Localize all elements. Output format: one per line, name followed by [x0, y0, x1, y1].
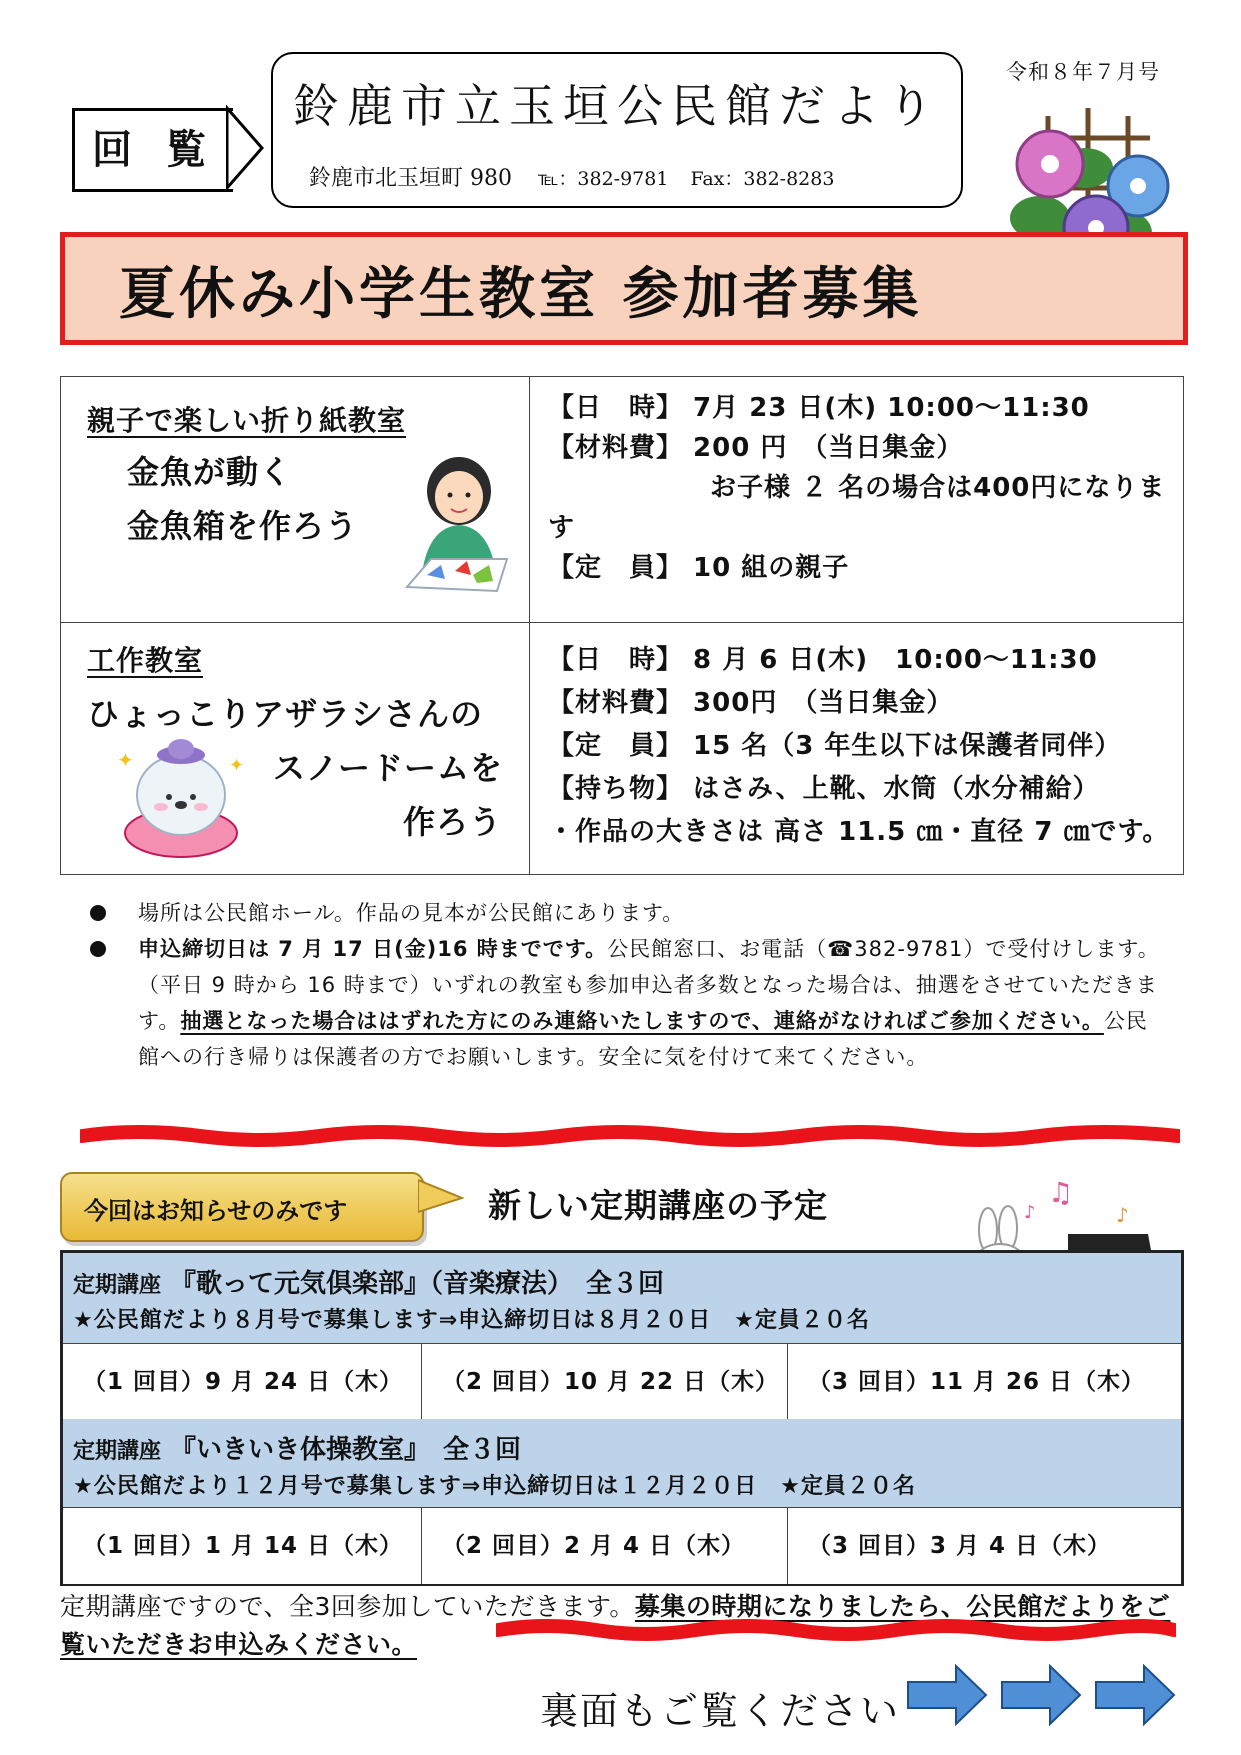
telephone: ℡：382-9781 [538, 168, 669, 190]
origami-girl-illustration [401, 447, 513, 597]
red-wavy-underline [496, 1618, 1176, 1642]
notice-only-label: 今回はお知らせのみです [84, 1197, 348, 1225]
course2-session-3: （3 回目）3 月 4 日（木） [787, 1508, 1181, 1584]
right-arrow-icon [1096, 1666, 1174, 1724]
course1-session-1: （1 回目）9 月 24 日（木） [83, 1369, 404, 1395]
newsletter-title: 鈴鹿市立玉垣公民館だより [293, 79, 941, 133]
svg-text:♪: ♪ [1116, 1203, 1129, 1227]
course2-session-2: （2 回目）2 月 4 日（木） [421, 1508, 787, 1584]
class2-info-belongings: 【持ち物】 はさみ、上靴、水筒（水分補給） [548, 774, 1100, 804]
note-deadline: 申込締切日は 7 月 17 日(金)16 時までです。 [138, 937, 608, 961]
newsletter-title-box [271, 52, 963, 208]
circulation-label: 回 覧 [72, 108, 233, 192]
footer-underlined: 募集の時期になりましたら、公民館だよりをご覧いただきお申込みください。 [60, 1592, 1171, 1659]
class2-info-size: ・作品の大きさは 高さ 11.5 ㎝・直径 7 ㎝です。 [548, 817, 1170, 847]
bullet-icon [90, 905, 106, 921]
course2-name: 『いきいき体操教室』 全３回 [183, 1435, 522, 1465]
course2-sessions [63, 1507, 1181, 1584]
class1-name: 親子で楽しい折り紙教室 [87, 404, 407, 437]
course-schedule-table [60, 1250, 1184, 1586]
course1-session-3: （3 回目）11 月 26 日（木） [787, 1344, 1181, 1420]
class1-line2: 金魚箱を作ろう [127, 507, 359, 545]
svg-text:✦: ✦ [229, 755, 245, 776]
classroom-table [60, 376, 1184, 875]
notice-only-tag [60, 1172, 424, 1242]
class1-info-fee: 【材料費】 200 円 （当日集金） [548, 433, 964, 463]
course1-title [73, 1263, 664, 1300]
banner-title: 夏休み小学生教室 参加者募集 [119, 262, 923, 327]
circulation-arrow-tip [226, 105, 266, 191]
course2-prefix: 定期講座 [73, 1439, 162, 1464]
svg-text:✦: ✦ [117, 748, 134, 772]
new-courses-title: 新しい定期講座の予定 [488, 1186, 828, 1225]
right-arrow-icon [1002, 1666, 1080, 1724]
course1-prefix: 定期講座 [73, 1273, 162, 1298]
issue-date: 令和８年７月号 [1006, 60, 1160, 84]
course2-recruit: ★公民館だより１２月号で募集します⇒申込締切日は１２月２０日 ★定員２０名 [73, 1474, 916, 1499]
red-wavy-divider [80, 1124, 1180, 1148]
class1-info-fee-note: お子様 ２ 名の場合は400円になりま [548, 473, 1166, 503]
class1-info-fee-note-cont: す [548, 513, 576, 543]
note-application [138, 931, 1164, 1075]
right-arrow-icon [908, 1666, 986, 1724]
course2-header [63, 1419, 1181, 1509]
class1-description [61, 377, 530, 623]
footer-plain: 定期講座ですので、全3回参加していただきます。 [60, 1592, 635, 1621]
address: 鈴鹿市北玉垣町 980 [309, 166, 512, 191]
arrow-icons [906, 1662, 1180, 1728]
note-lottery: 抽選となった場合ははずれた方にのみ連絡いたしますので、連絡がなければご参加ください。 [180, 1009, 1104, 1033]
svg-text:♫: ♫ [1048, 1176, 1074, 1209]
see-back-label: 裏面もご覧ください [540, 1689, 901, 1733]
course1-recruit: ★公民館だより８月号で募集します⇒申込締切日は８月２０日 ★定員２０名 [73, 1308, 870, 1333]
class2-info-capacity: 【定 員】 15 名（3 年生以下は保護者同伴） [548, 731, 1122, 761]
class1-info-datetime: 【日 時】 7月 23 日(木) 10:00～11:30 [548, 393, 1090, 423]
course1-name: 『歌って元気倶楽部』（音楽療法） 全３回 [183, 1269, 665, 1299]
course2-title [73, 1429, 521, 1466]
note-application-details: 公民館窓口、お電話（☎382-9781）で受付けします。（平日 9 時から 16 時まで）いずれの教室も参加申込者多数となった場合は、抽選をさせていただきます。 [138, 937, 1160, 1033]
course2-session-1: （1 回目）1 月 14 日（木） [83, 1533, 404, 1559]
class2-info-fee: 【材料費】 300円 （当日集金） [548, 688, 954, 718]
course1-sessions [63, 1343, 1181, 1421]
class1-info-capacity: 【定 員】 10 組の親子 [548, 553, 850, 583]
note-location: 場所は公民館ホール。作品の見本が公民館にあります。 [138, 901, 685, 925]
event-banner [60, 232, 1188, 345]
course1-header [63, 1253, 1181, 1343]
contact-line [309, 161, 834, 192]
class2-line3: 作ろう [403, 803, 503, 841]
fax: Fax：382-8283 [690, 168, 835, 190]
class2-description [61, 623, 530, 874]
class1-line1: 金魚が動く [127, 453, 293, 491]
seal-snowdome-illustration [111, 737, 251, 861]
class2-line1: ひょっこりアザラシさんの [87, 695, 484, 733]
note-safety: 公民館への行き帰りは保護者の方でお願いします。安全に気を付けて来てください。 [138, 1009, 1148, 1069]
course1-session-2: （2 回目）10 月 22 日（木） [421, 1344, 787, 1420]
bullet-icon [90, 941, 106, 957]
class2-details [530, 623, 1183, 874]
class2-line2: スノードームを [273, 749, 504, 787]
notice-tag-pointer [418, 1176, 464, 1216]
class2-name: 工作教室 [87, 644, 204, 677]
class1-details [530, 377, 1183, 623]
svg-text:♪: ♪ [1024, 1202, 1036, 1223]
class2-info-datetime: 【日 時】 8 月 6 日(木) 10:00～11:30 [548, 645, 1098, 675]
